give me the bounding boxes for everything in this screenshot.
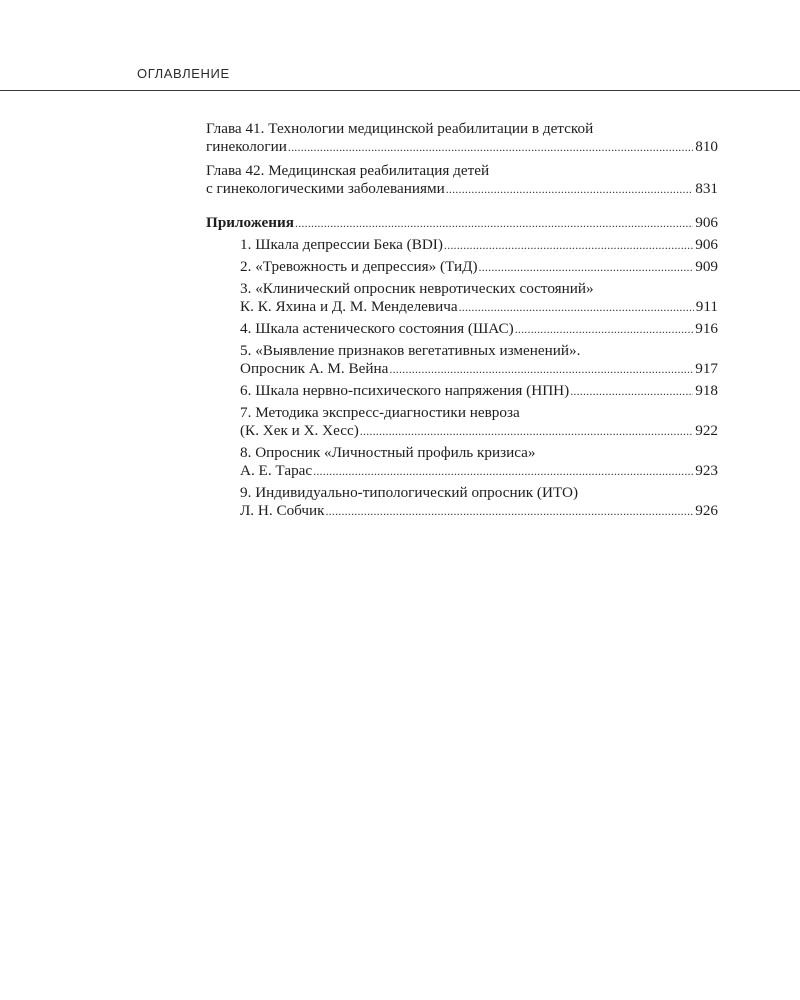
toc-entry-title: 4. Шкала астенического состояния (ШАС) bbox=[240, 320, 514, 337]
toc-entry-title: 1. Шкала депрессии Бека (BDI) bbox=[240, 236, 443, 253]
page-number: 918 bbox=[695, 382, 718, 399]
toc-entry-last-line bbox=[240, 236, 718, 254]
dot-leader bbox=[360, 422, 693, 440]
toc-entry-title: 9. Индивидуально-типологический опросник (ИТО) bbox=[240, 484, 579, 501]
dot-leader bbox=[325, 502, 693, 520]
toc-entry-chapter-42[interactable] bbox=[206, 162, 718, 198]
page-number: 906 bbox=[695, 236, 718, 253]
toc-entry-chapter-41[interactable] bbox=[206, 120, 718, 156]
toc-entry-appendix-4[interactable] bbox=[240, 320, 718, 338]
page-number: 909 bbox=[695, 258, 718, 275]
toc-entry-last-line bbox=[240, 298, 718, 316]
header-rule bbox=[0, 90, 800, 91]
toc-entry-title-cont: (К. Хек и Х. Хесс) bbox=[240, 422, 359, 439]
toc-entry-title-cont: К. К. Яхина и Д. М. Менделевича bbox=[240, 298, 458, 315]
toc-entry-last-line bbox=[240, 422, 718, 440]
toc-entry-last-line bbox=[240, 382, 718, 400]
toc-entry-title: 6. Шкала нервно-психического напряжения (НПН) bbox=[240, 382, 570, 399]
toc-entry-last-line bbox=[240, 502, 718, 520]
page-number: 916 bbox=[695, 320, 718, 337]
toc-entry-title-cont: Л. Н. Собчик bbox=[240, 502, 325, 519]
dot-leader bbox=[570, 382, 693, 400]
toc-entry-title: 7. Методика экспресс-диагностики невроза bbox=[240, 404, 520, 421]
toc-entry-title-cont: с гинекологическими заболеваниями bbox=[206, 180, 445, 197]
toc-entry-title-cont: Опросник А. М. Вейна bbox=[240, 360, 389, 377]
dot-leader bbox=[479, 258, 694, 276]
toc-entry-title: 8. Опросник «Личностный профиль кризиса» bbox=[240, 444, 536, 461]
dot-leader bbox=[288, 138, 693, 156]
toc-entry-last-line bbox=[206, 138, 718, 156]
toc-entry-appendix-3[interactable] bbox=[240, 280, 718, 316]
page-number: 810 bbox=[695, 138, 718, 155]
dot-leader bbox=[389, 360, 693, 378]
dot-leader bbox=[446, 180, 694, 198]
dot-leader bbox=[515, 320, 694, 338]
toc-entry-last-line bbox=[206, 180, 718, 198]
toc-entry-last-line bbox=[240, 360, 718, 378]
toc-entry-last-line bbox=[240, 258, 718, 276]
dot-leader bbox=[459, 298, 694, 316]
toc-entry-appendix-9[interactable] bbox=[240, 484, 718, 520]
toc-section-title: Приложения bbox=[206, 214, 295, 231]
table-of-contents bbox=[206, 120, 718, 524]
toc-entry-title-cont: А. Е. Тарас bbox=[240, 462, 313, 479]
page-number: 926 bbox=[695, 502, 718, 519]
toc-entry-title: Глава 41. Технологии медицинской реабилитации в детской bbox=[206, 120, 594, 137]
dot-leader bbox=[444, 236, 693, 254]
page-number: 831 bbox=[695, 180, 718, 197]
running-head: ОГЛАВЛЕНИЕ bbox=[137, 66, 230, 81]
toc-entry-title: 2. «Тревожность и депрессия» (ТиД) bbox=[240, 258, 478, 275]
toc-entry-title-cont: гинекологии bbox=[206, 138, 287, 155]
page-number: 906 bbox=[695, 214, 718, 231]
toc-entry-appendix-6[interactable] bbox=[240, 382, 718, 400]
toc-entry-last-line bbox=[240, 462, 718, 480]
toc-entry-appendix-2[interactable] bbox=[240, 258, 718, 276]
toc-entry-appendix-1[interactable] bbox=[240, 236, 718, 254]
page-number: 917 bbox=[695, 360, 718, 377]
toc-entry-appendices[interactable] bbox=[206, 214, 718, 232]
page-number: 923 bbox=[695, 462, 718, 479]
toc-entry-last-line bbox=[240, 320, 718, 338]
toc-entry-appendix-8[interactable] bbox=[240, 444, 718, 480]
toc-entry-appendix-7[interactable] bbox=[240, 404, 718, 440]
toc-entry-title: 5. «Выявление признаков вегетативных изменений». bbox=[240, 342, 581, 359]
page-number: 911 bbox=[695, 298, 718, 315]
dot-leader bbox=[295, 214, 693, 232]
toc-entry-title: 3. «Клинический опросник невротических состояний» bbox=[240, 280, 594, 297]
toc-entry-appendix-5[interactable] bbox=[240, 342, 718, 378]
toc-entry-last-line bbox=[206, 214, 718, 232]
dot-leader bbox=[313, 462, 693, 480]
toc-entry-title: Глава 42. Медицинская реабилитация детей bbox=[206, 162, 490, 179]
page-number: 922 bbox=[695, 422, 718, 439]
